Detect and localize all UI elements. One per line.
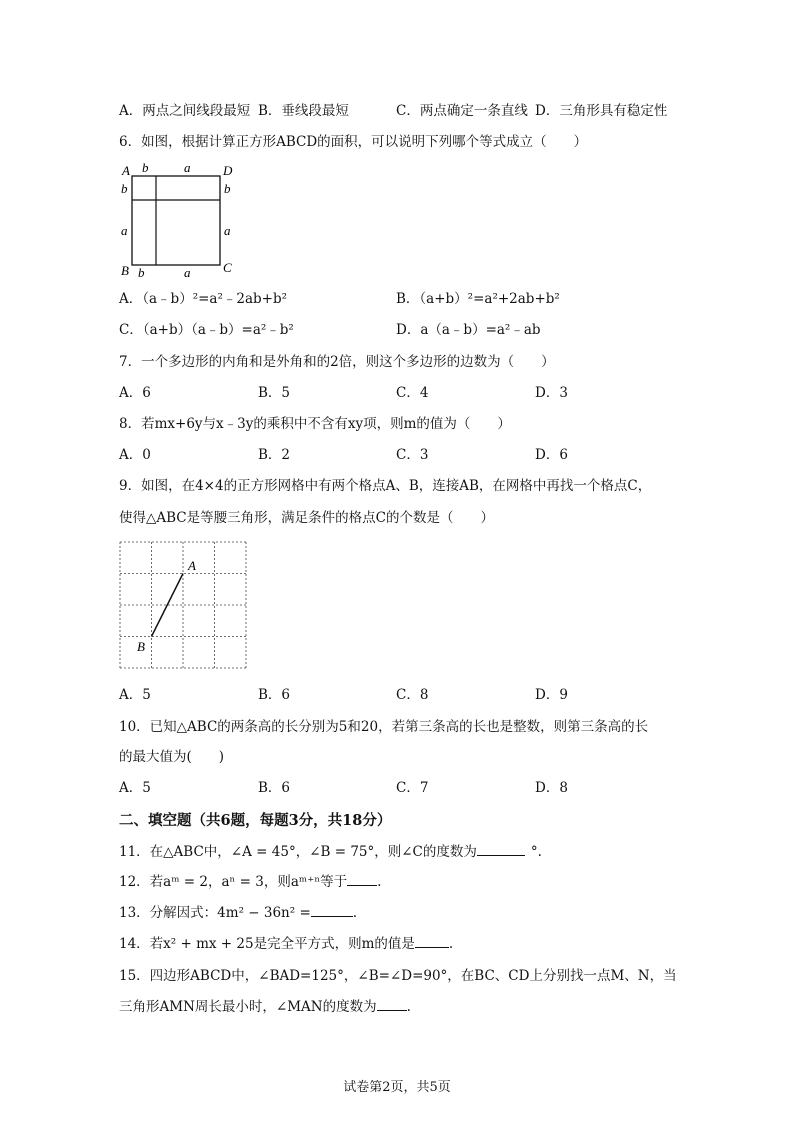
q6-label-bottom-b: b	[138, 265, 145, 280]
q8-stem: 8．若mx+6y与x﹣3y的乘积中不含有xy项，则m的值为（ ）	[119, 416, 511, 432]
q15-text: 三角形AMN周长最小时，∠MAN的度数为	[119, 999, 377, 1015]
q11-text: 11．在△ABC中，∠A = 45°，∠B = 75°，则∠C的度数为	[119, 844, 477, 860]
q9-grid-figure	[118, 540, 250, 670]
q10-option-c: C．7	[396, 780, 429, 796]
q10-option-b: B．6	[258, 780, 291, 796]
q8-option-a: A．0	[119, 447, 151, 463]
q9-label-b: B	[137, 639, 145, 654]
q6-label-d-vertex: D	[223, 163, 233, 178]
q6-label-right-b: b	[224, 181, 231, 196]
q6-label-top-b: b	[142, 160, 149, 175]
q6-option-c: C．（a+b）（a﹣b）=a²﹣b²	[119, 322, 294, 338]
q13-suffix: .	[352, 905, 358, 921]
q6-option-a: A．（a﹣b）²=a²﹣2ab+b²	[119, 291, 288, 307]
q7-stem: 7．一个多边形的内角和是外角和的2倍，则这个多边形的边数为（ ）	[119, 354, 555, 370]
q9-option-d: D．9	[535, 687, 568, 703]
q15-suffix: .	[406, 999, 411, 1015]
q14-blank[interactable]	[415, 935, 449, 948]
q9-stem-line1: 9．如图，在4×4的正方形网格中有两个格点A、B，连接AB，在网格中再找一个格点C，	[119, 478, 652, 494]
q8-option-d: D．6	[535, 447, 568, 463]
q12-suffix: .	[377, 874, 382, 890]
q5-option-a: A．两点之间线段最短	[119, 103, 251, 119]
q14-line	[119, 935, 453, 953]
q6-label-top-a: a	[184, 160, 191, 175]
q6-square-figure	[112, 158, 242, 283]
q9-option-a: A．5	[119, 687, 151, 703]
q15-line2	[119, 998, 411, 1016]
q11-blank[interactable]	[477, 843, 525, 856]
q10-stem-line2: 的最大值为( )	[119, 749, 225, 765]
q9-option-c: C．8	[396, 687, 429, 703]
q8-option-b: B．2	[258, 447, 291, 463]
q15-line1: 15．四边形ABCD中，∠BAD=125°，∠B=∠D=90°，在BC、CD上分别找一点M、N，当	[119, 968, 677, 984]
q6-label-left-b: b	[121, 181, 128, 196]
q12-text: 12．若aᵐ = 2，aⁿ = 3，则aᵐ⁺ⁿ等于	[119, 874, 348, 890]
q10-option-a: A．5	[119, 780, 151, 796]
q15-blank[interactable]	[377, 998, 407, 1011]
q14-text: 14．若x² + mx + 25是完全平方式，则m的值是	[119, 936, 415, 952]
q9-stem-line2: 使得△ABC是等腰三角形，满足条件的格点C的个数是（ ）	[119, 510, 494, 526]
q7-option-d: D．3	[535, 385, 568, 401]
q13-text: 13．分解因式：4m² − 36n² =	[119, 905, 311, 921]
q9-label-a: A	[188, 558, 196, 573]
q7-option-a: A．6	[119, 385, 151, 401]
q13-line	[119, 904, 357, 922]
q7-option-b: B．5	[258, 385, 291, 401]
q11-suffix: °.	[530, 844, 542, 860]
q6-label-bottom-a: a	[184, 265, 191, 280]
section2-heading: 二、填空题（共6题，每题3分，共18分）	[119, 812, 392, 829]
q7-option-c: C．4	[396, 385, 429, 401]
q6-option-b: B．（a+b）²=a²+2ab+b²	[396, 291, 560, 307]
q6-label-right-a: a	[224, 223, 231, 238]
q11-line	[119, 843, 542, 861]
q10-option-d: D．8	[535, 780, 568, 796]
q5-option-d: D．三角形具有稳定性	[535, 103, 668, 119]
page-footer: 试卷第2页，共5页	[343, 1080, 451, 1095]
q8-option-c: C．3	[396, 447, 429, 463]
q10-stem-line1: 10．已知△ABC的两条高的长分别为5和20，若第三条高的长也是整数，则第三条高的长	[119, 719, 649, 735]
q6-label-c-vertex: C	[223, 260, 232, 275]
q9-option-b: B．6	[258, 687, 291, 703]
q12-line	[119, 873, 381, 891]
q13-blank[interactable]	[311, 904, 353, 917]
q14-suffix: .	[448, 936, 454, 952]
q6-label-a-vertex: A	[122, 163, 130, 178]
q5-option-b: B．垂线段最短	[258, 103, 349, 119]
q6-label-left-a: a	[121, 223, 128, 238]
q6-label-b-vertex: B	[121, 263, 129, 278]
q6-stem: 6．如图，根据计算正方形ABCD的面积，可以说明下列哪个等式成立（ ）	[119, 134, 588, 150]
q12-blank[interactable]	[347, 873, 377, 886]
q5-option-c: C．两点确定一条直线	[396, 103, 528, 119]
q6-option-d: D．a（a﹣b）=a²﹣ab	[396, 322, 541, 338]
